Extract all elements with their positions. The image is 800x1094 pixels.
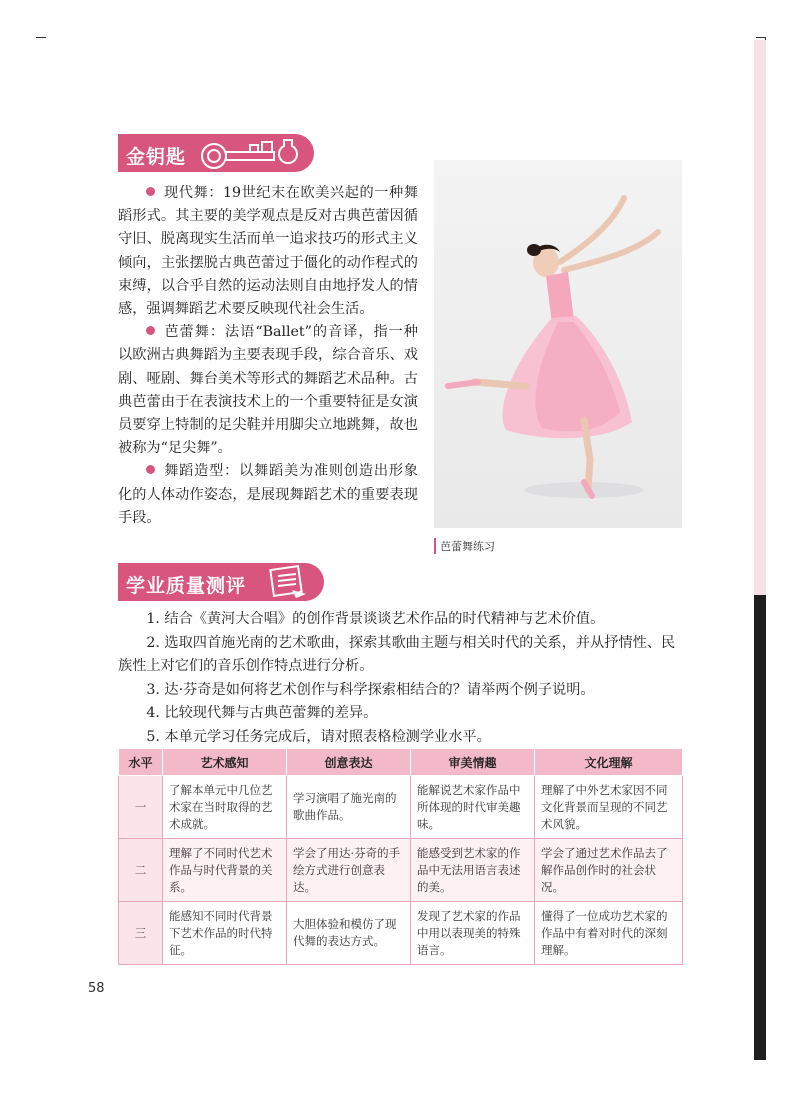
level-cell: 三 [119, 902, 163, 965]
definition-modern-dance: 现代舞：19世纪末在欧美兴起的一种舞蹈形式。其主要的美学观点是反对古典芭蕾因循守旧、脱离现实生活而单一追求技巧的形式主义倾向，主张摆脱古典芭蕾过于僵化的动作程式的束缚，以合乎自然的运动法则自由地抒发人的情感，强调舞蹈艺术要反映现代社会生活。 [118, 185, 418, 318]
table-cell: 懂得了一位成功艺术家的作品中有着对时代的深刻理解。 [535, 902, 683, 965]
table-cell: 能感受到艺术家的作品中无法用语言表述的美。 [411, 839, 535, 902]
table-cell: 学会了通过艺术作品去了解作品创作时的社会状况。 [535, 839, 683, 902]
table-cell: 发现了艺术家的作品中用以表现美的特殊语言。 [411, 902, 535, 965]
page-number: 58 [88, 981, 105, 996]
table-cell: 了解本单元中几位艺术家在当时取得的艺术成就。 [163, 776, 287, 839]
header-creative-expression: 创意表达 [287, 749, 411, 776]
table-header-row [119, 749, 683, 776]
bullet-dot [146, 326, 155, 335]
table-cell: 能感知不同时代背景下艺术作品的时代特征。 [163, 902, 287, 965]
page-edge-dark [754, 595, 766, 1060]
table-cell: 大胆体验和模仿了现代舞的表达方式。 [287, 902, 411, 965]
definition-dance-pose: 舞蹈造型：以舞蹈美为准则创造出形象化的人体动作姿态，是展现舞蹈艺术的重要表现手段。 [118, 463, 418, 526]
ballerina-illustration [434, 160, 682, 528]
crop-mark-left [36, 37, 46, 38]
question-item: 2. 选取四首施光南的艺术歌曲，探索其歌曲主题与相关时代的关系，并从抒情性、民族性上对它们的音乐创作特点进行分析。 [118, 634, 676, 675]
header-art-perception: 艺术感知 [163, 749, 287, 776]
level-cell: 二 [119, 839, 163, 902]
table-row [119, 776, 683, 839]
key-icon [196, 136, 306, 170]
table-row [119, 902, 683, 965]
question-item: 5. 本单元学习任务完成后，请对照表格检测学业水平。 [146, 728, 491, 745]
header-cultural-understanding: 文化理解 [535, 749, 683, 776]
ballet-photo [434, 160, 682, 528]
assessment-banner [118, 563, 324, 601]
table-cell: 理解了不同时代艺术作品与时代背景的关系。 [163, 839, 287, 902]
table-cell: 学习演唱了施光南的歌曲作品。 [287, 776, 411, 839]
question-item: 4. 比较现代舞与古典芭蕾舞的差异。 [146, 705, 378, 722]
document-icon [266, 564, 310, 600]
table-cell: 学会了用达·芬奇的手绘方式进行创意表达。 [287, 839, 411, 902]
level-cell: 一 [119, 776, 163, 839]
question-item: 1. 结合《黄河大合唱》的创作背景谈谈艺术作品的时代精神与艺术价值。 [146, 611, 605, 627]
definition-ballet: 芭蕾舞：法语“Ballet”的音译，指一种以欧洲古典舞蹈为主要表现手段，综合音乐、戏剧、哑剧、舞台美术等形式的舞蹈艺术品种。古典芭蕾由于在表演技术上的一个重要特征是女演员要穿上特制的足尖鞋并用脚尖立地跳舞，故也被称为“足尖舞”。 [118, 324, 418, 457]
header-aesthetic-taste: 审美情趣 [411, 749, 535, 776]
assessment-questions [118, 608, 686, 750]
table-cell: 理解了中外艺术家因不同文化背景而呈现的不同艺术风貌。 [535, 776, 683, 839]
bullet-dot [146, 465, 155, 474]
table-cell: 能解说艺术家作品中所体现的时代审美趣味。 [411, 776, 535, 839]
academic-level-table [118, 748, 683, 965]
golden-key-title: 金钥匙 [126, 146, 187, 168]
question-item: 3. 达·芬奇是如何将艺术创作与科学探索相结合的？请举两个例子说明。 [146, 681, 595, 698]
table-row [119, 839, 683, 902]
bullet-dot [146, 187, 155, 196]
golden-key-banner [118, 134, 314, 172]
golden-key-text [118, 182, 418, 530]
page-edge-pink [754, 40, 766, 595]
photo-caption: 芭蕾舞练习 [434, 538, 495, 554]
assessment-title: 学业质量测评 [126, 575, 247, 597]
header-level: 水平 [119, 749, 163, 776]
